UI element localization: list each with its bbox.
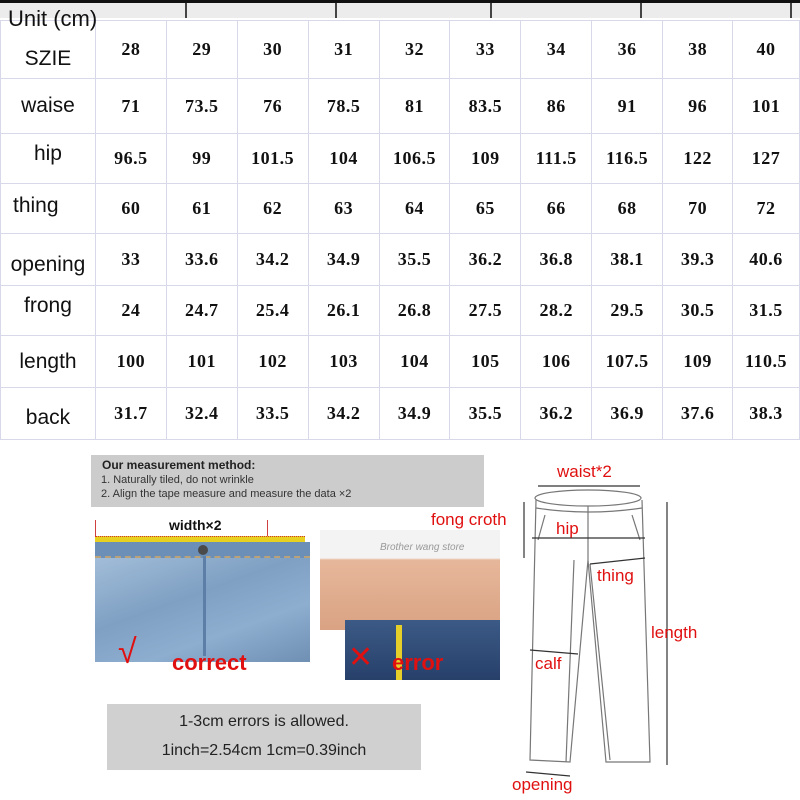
table-cell: 72 <box>733 184 800 234</box>
table-cell: 107.5 <box>592 336 663 388</box>
table-row-back-rise <box>1 388 800 440</box>
table-cell: 35.5 <box>379 234 450 286</box>
front-crotch-label: fong croth <box>431 510 507 529</box>
table-cell: 109 <box>663 336 733 388</box>
table-cell: 34.2 <box>237 234 308 286</box>
table-cell: 37.6 <box>663 388 733 440</box>
correct-label: correct <box>172 650 247 675</box>
table-cell: 34.9 <box>308 234 379 286</box>
size-cell: 29 <box>166 21 237 79</box>
measurement-method-box <box>91 455 484 507</box>
table-cell: 61 <box>166 184 237 234</box>
calf-label: calf <box>535 654 562 673</box>
table-cell: 64 <box>379 184 450 234</box>
table-cell: 34.9 <box>379 388 450 440</box>
table-cell: 103 <box>308 336 379 388</box>
size-header-row <box>1 21 800 79</box>
table-cell: 60 <box>95 184 166 234</box>
table-cell: 26.8 <box>379 286 450 336</box>
table-cell: 71 <box>95 79 166 134</box>
table-row-thigh <box>1 184 800 234</box>
watermark: Brother wang store <box>380 542 465 553</box>
table-cell: 127 <box>733 134 800 184</box>
table-row-hip <box>1 134 800 184</box>
opening-label: opening <box>512 775 573 794</box>
table-cell: 66 <box>521 184 592 234</box>
table-cell: 31.5 <box>733 286 800 336</box>
table-cell: 33.6 <box>166 234 237 286</box>
table-cell: 26.1 <box>308 286 379 336</box>
table-cell: 32.4 <box>166 388 237 440</box>
row-label: back <box>1 388 96 440</box>
table-cell: 101 <box>166 336 237 388</box>
table-cell: 111.5 <box>521 134 592 184</box>
size-header-label: SZIE <box>1 21 96 79</box>
row-label: length <box>1 336 96 388</box>
divider <box>790 3 792 18</box>
table-cell: 25.4 <box>237 286 308 336</box>
table-cell: 27.5 <box>450 286 521 336</box>
table-cell: 91 <box>592 79 663 134</box>
x-mark-icon: ✕ <box>348 641 374 674</box>
divider <box>640 3 642 18</box>
tolerance-text: 1-3cm errors is allowed. <box>179 713 349 730</box>
divider <box>490 3 492 18</box>
table-cell: 33 <box>95 234 166 286</box>
table-cell: 104 <box>308 134 379 184</box>
table-cell: 31.7 <box>95 388 166 440</box>
error-measurement-photo <box>320 530 500 670</box>
table-cell: 104 <box>379 336 450 388</box>
table-cell: 96.5 <box>95 134 166 184</box>
table-cell: 38.3 <box>733 388 800 440</box>
size-cell: 33 <box>450 21 521 79</box>
tolerance-note-box <box>107 704 421 770</box>
table-cell: 28.2 <box>521 286 592 336</box>
table-cell: 65 <box>450 184 521 234</box>
error-label: error <box>392 650 444 675</box>
table-cell: 36.9 <box>592 388 663 440</box>
fly-seam <box>203 556 206 656</box>
unit-label: Unit (cm) <box>8 6 98 31</box>
table-cell: 36.8 <box>521 234 592 286</box>
table-cell: 116.5 <box>592 134 663 184</box>
table-row-front-rise <box>1 286 800 336</box>
row-label: hip <box>1 134 96 184</box>
table-cell: 24.7 <box>166 286 237 336</box>
table-row-waist <box>1 79 800 134</box>
width-label: width×2 <box>169 517 222 533</box>
table-cell: 110.5 <box>733 336 800 388</box>
table-cell: 101 <box>733 79 800 134</box>
method-title: Our measurement method: <box>102 458 256 472</box>
table-cell: 109 <box>450 134 521 184</box>
size-cell: 31 <box>308 21 379 79</box>
table-cell: 62 <box>237 184 308 234</box>
table-cell: 102 <box>237 336 308 388</box>
table-cell: 30.5 <box>663 286 733 336</box>
size-cell: 28 <box>95 21 166 79</box>
row-label: opening <box>1 234 96 286</box>
table-cell: 40.6 <box>733 234 800 286</box>
table-row-length <box>1 336 800 388</box>
method-step-1: 1. Naturally tiled, do not wrinkle <box>101 474 254 486</box>
table-cell: 68 <box>592 184 663 234</box>
table-cell: 106 <box>521 336 592 388</box>
table-cell: 101.5 <box>237 134 308 184</box>
size-cell: 40 <box>733 21 800 79</box>
table-cell: 106.5 <box>379 134 450 184</box>
table-cell: 73.5 <box>166 79 237 134</box>
row-label: waise <box>1 79 96 134</box>
size-cell: 36 <box>592 21 663 79</box>
table-cell: 78.5 <box>308 79 379 134</box>
table-cell: 81 <box>379 79 450 134</box>
table-cell: 86 <box>521 79 592 134</box>
table-cell: 36.2 <box>521 388 592 440</box>
size-cell: 34 <box>521 21 592 79</box>
hip-label: hip <box>556 519 579 538</box>
method-step-2: 2. Align the tape measure and measure the data ×2 <box>101 488 352 500</box>
size-cell: 30 <box>237 21 308 79</box>
table-cell: 35.5 <box>450 388 521 440</box>
table-cell: 33.5 <box>237 388 308 440</box>
size-chart-table <box>0 20 800 440</box>
table-cell: 83.5 <box>450 79 521 134</box>
thigh-label: thing <box>597 566 634 585</box>
row-label: thing <box>1 184 96 234</box>
waist-label: waist*2 <box>557 462 612 481</box>
table-cell: 39.3 <box>663 234 733 286</box>
button-icon <box>198 545 208 555</box>
table-cell: 36.2 <box>450 234 521 286</box>
row-label: frong <box>1 286 96 336</box>
table-cell: 70 <box>663 184 733 234</box>
table-cell: 76 <box>237 79 308 134</box>
table-row-opening <box>1 234 800 286</box>
table-cell: 63 <box>308 184 379 234</box>
top-border-strip <box>0 0 800 18</box>
conversion-text: 1inch=2.54cm 1cm=0.39inch <box>161 742 367 759</box>
divider <box>185 3 187 18</box>
divider <box>335 3 337 18</box>
size-cell: 38 <box>663 21 733 79</box>
table-cell: 29.5 <box>592 286 663 336</box>
table-cell: 99 <box>166 134 237 184</box>
table-cell: 38.1 <box>592 234 663 286</box>
table-cell: 122 <box>663 134 733 184</box>
table-cell: 34.2 <box>308 388 379 440</box>
table-cell: 96 <box>663 79 733 134</box>
size-cell: 32 <box>379 21 450 79</box>
table-cell: 100 <box>95 336 166 388</box>
table-cell: 24 <box>95 286 166 336</box>
table-cell: 105 <box>450 336 521 388</box>
length-label: length <box>651 623 698 642</box>
check-mark-icon: √ <box>118 633 137 671</box>
